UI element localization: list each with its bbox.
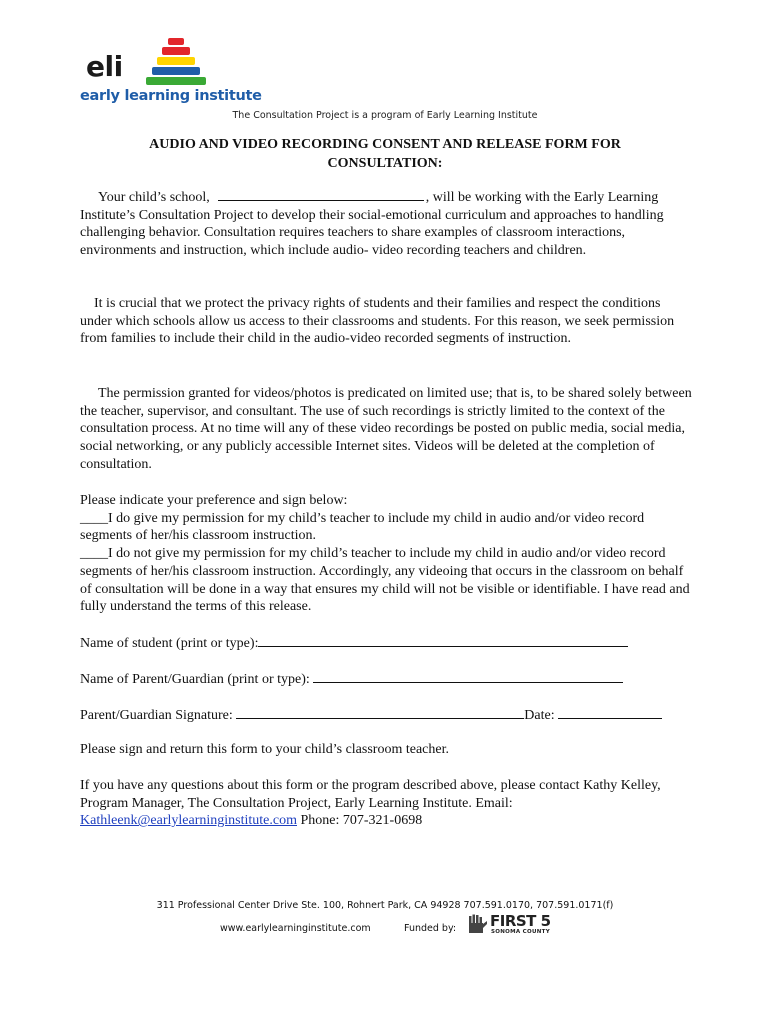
- funder-sub: SONOMA COUNTY: [491, 929, 550, 935]
- school-name-blank[interactable]: [218, 188, 424, 201]
- student-name-field: [80, 634, 700, 652]
- form-title: AUDIO AND VIDEO RECORDING CONSENT AND RELEASE FORM FOR CONSULTATION:: [149, 137, 621, 171]
- parent-name-input[interactable]: [313, 670, 623, 683]
- preference-section: [80, 492, 692, 616]
- parent-name-field: [80, 670, 700, 688]
- option-give-permission[interactable]: ____I do give my permission for my child’s teacher to include my child in audio and/or video record segments of her/his classroom instruction.: [80, 510, 645, 544]
- footer-address: 311 Professional Center Drive Ste. 100, Rohnert Park, CA 94928 707.591.0170, 707.591.0171(f): [156, 900, 614, 911]
- program-line: The Consultation Project is a program of Early Learning Institute: [232, 110, 538, 121]
- eli-logo: [78, 36, 262, 112]
- contact-text: If you have any questions about this form or the program described above, please contact Kathy Kelley, Program Manager, The Consultation Project, Early Learning Institute. Email:: [80, 778, 661, 811]
- signature-input[interactable]: [236, 706, 524, 719]
- funder-name: FIRST 5: [490, 912, 551, 930]
- intro-paragraph: [80, 188, 692, 260]
- funded-by-label: Funded by:: [404, 923, 457, 934]
- preference-intro: Please indicate your preference and sign below:: [80, 493, 348, 508]
- signature-label: Parent/Guardian Signature:: [80, 708, 237, 723]
- permission-paragraph: The permission granted for videos/photos is predicated on limited use; that is, to be shared solely between the teacher, supervisor, and consultant. The use of such recordings is strictly limited to the context of the consultation process. At no time will any of these video recordings be posted on public media, social media, social networking, or any publicly accessible Internet sites. Videos will be deleted at the completion of consultation.: [80, 386, 692, 472]
- intro-start: Your child’s school,: [98, 190, 210, 205]
- intro-rest: , will be working with the Early Learning Institute’s Consultation Project to develop their social-emotional curriculum and approaches to handling challenging behavior. Consultation requires teachers to share examples of classroom interactions, environments and instruction, which include audio- video recording teachers and children.: [80, 190, 664, 259]
- stacking-rings-icon: [146, 38, 206, 86]
- option-deny-permission[interactable]: ____I do not give my permission for my child’s teacher to include my child in audio and/or video record segments of her/his classroom instruction. Accordingly, any videoing that occurs in the classroom on behalf of consultation will be done in a way that ensures my child will not be visible or identifiable. I have read and fully understand the terms of this release.: [80, 546, 690, 615]
- hand-icon: [468, 914, 488, 934]
- email-link[interactable]: Kathleenk@earlylearninginstitute.com: [80, 813, 297, 829]
- student-name-input[interactable]: [258, 634, 628, 647]
- signature-field: [80, 706, 700, 724]
- first5-logo: [468, 912, 552, 938]
- contact-phone: Phone: 707-321-0698: [297, 813, 423, 829]
- date-label: Date:: [524, 708, 559, 723]
- student-name-label: Name of student (print or type):: [80, 636, 259, 651]
- logo-tagline: early learning institute: [80, 88, 262, 104]
- footer-website: www.earlylearninginstitute.com: [220, 923, 371, 934]
- return-note: Please sign and return this form to your child’s classroom teacher.: [80, 742, 449, 757]
- parent-name-label: Name of Parent/Guardian (print or type):: [80, 672, 314, 687]
- privacy-paragraph: It is crucial that we protect the privacy rights of students and their families and respect the conditions under which schools allow us access to their classrooms and students. For this reason, we seek permission from families to include their child in the audio-video recorded segments of instruction.: [80, 296, 675, 347]
- contact-paragraph: [80, 777, 692, 830]
- date-input[interactable]: [558, 706, 662, 719]
- logo-wordmark: eli: [86, 50, 123, 83]
